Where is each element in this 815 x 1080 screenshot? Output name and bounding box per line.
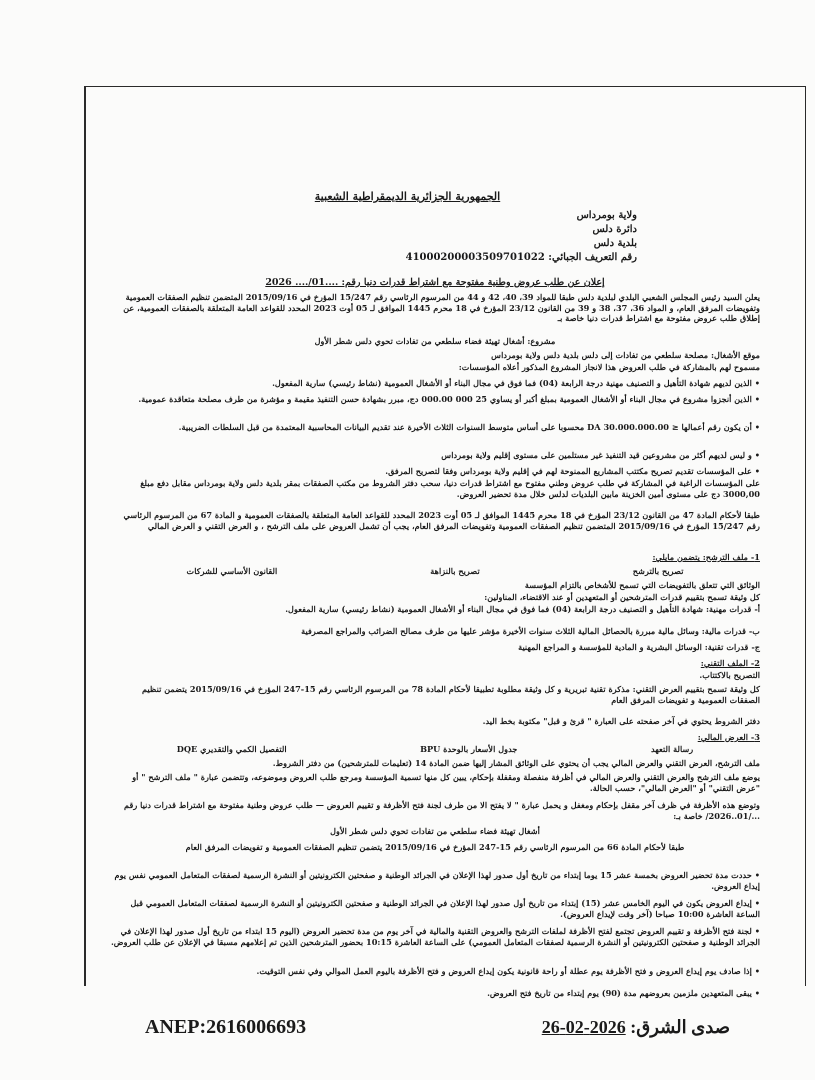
law-paragraph: طبقا لأحكام المادة 47 من القانون 23/12 المؤرخ في 18 محرم 1445 الموافق لـ 05 أوت 2023 المحدد للقواعد العامة المتعلقة بالصفقات العمومية و المادة 67 من المرسوم الرئاسي رقم 15/247 المؤرخ في 2015/09/16 المتضمن تنظيم الصفقات العمومية وتفويضات المرفق العام، يجب أن تشمل العروض على ملف الترشح ، و العرض التقني و العرض المالي <box>123 510 760 531</box>
candidacy-item: ب- قدرات مالية: وسائل مالية مبررة بالحصائل المالية الثلاث سنوات الأخيرة مؤشر عليها من طرف مصالح الضرائب والمراجع المصرفية <box>301 626 760 636</box>
candidacy-item: ج- قدرات تقنية: الوسائل البشرية و المادية للمؤسسة و المراجع المهنية <box>518 642 760 652</box>
intro-paragraph: يعلن السيد رئيس المجلس الشعبي البلدي لبلدية دلس طبقا للمواد 39، 40، 42 و 44 من المرسوم الرئاسي رقم 15/247 المؤرخ في 2015/09/16 المتضمن تنظيم الصفقات العمومية وتفويضات المرفق العام، و المواد 36، 37، 38 و 39 من القانون 23/12 المؤرخ في 18 محرم 1445 الموافق لـ 05 أوت 2023 المحدد للقواعد العامة المتعلقة بالصفقات العمومية، عن إطلاق طلب عروض مفتوحة مع اشتراط قدرات دنيا خاصة بـ <box>123 292 760 324</box>
tender-title: إعلان عن طلب عروض وطنية مفتوحة مع اشتراط قدرات دنيا رقم: ....01/.... 2026 <box>265 277 605 288</box>
deadline-item: • يبقى المتعهدين ملزمين بعروضهم مدة (90) يوم إبتداء من تاريخ فتح العروض. <box>110 988 760 999</box>
financial-doc: التفصيل الكمي والتقديري DQE <box>176 744 287 754</box>
commune-label: بلدية دلس <box>593 238 637 249</box>
financial-item: وتوضع هذه الأظرفة في ظرف آخر مقفل بإحكام ومغفل و يحمل عبارة " لا يفتح الا من طرف لجنة فتح الأظرفة و تقييم العروض — طلب عروض وطنية مفتوحة مع اشتراط قدرات دنيا رقم .../01..2026/ خاصة بـ: <box>124 800 760 821</box>
candidacy-item: أ- قدرات مهنية: شهادة التأهيل و التصنيف درجة الرابعة (04) فما فوق في مجال البناء أو الأشغال العمومية (نشاط رئيسي) سارية المفعول. <box>285 604 760 614</box>
wilaya-label: ولاية بومرداس <box>576 210 637 221</box>
publication-footer <box>145 1016 730 1039</box>
section-technical-heading: 2- الملف التقني: <box>700 658 760 668</box>
publication-date: 2026-02-26 <box>541 1017 626 1037</box>
financial-docs-row <box>110 744 760 755</box>
deadline-item: • إيداع العروض يكون في اليوم الخامس عشر (15) إبتداء من تاريخ أول صدور لهذا الإعلان في الجرائد الوطنية و صفحتين الكترونيتين أو النشرة الرسمية لصفقات المتعامل العمومي قبل الساعة العاشرة 10:00 صباحا (آخر وقت لإيداع العروض). <box>110 898 760 919</box>
financial-doc: رسالة التعهد <box>650 744 694 754</box>
candidacy-doc: تصريح بالنزاهة <box>430 566 480 576</box>
publication-info <box>542 1017 730 1038</box>
site-line: موقع الأشغال: مصلحة سلطعي من تفادات إلى دلس بلدية دلس ولاية بومرداس <box>491 350 760 360</box>
deadline-item: • لجنة فتح الأظرفة و تقييم العروض تجتمع لفتح الأظرفة لملفات الترشح والعروض التقنية والمالية في آخر يوم من مدة تحضير العروض (اليوم 15 ابتداء من تاريخ أول صدور لهذا الإعلان في الجرائد الوطنية و صفحتين الكترونيتين أو النشرة الرسمية لصفقات المتعامل العمومي) على الساعة العاشرة 10:15 بحضور المترشحين الذين تم إعلامهم مسبقا في الإعلان عن طلب العروض. <box>110 926 760 947</box>
publication-name: صدى الشرق: <box>630 1017 730 1037</box>
project-repeat: أشغال تهيئة فضاء سلطعي من تفادات تحوي دلس شطر الأول <box>330 826 540 836</box>
candidacy-item: كل وثيقة تسمح بتقييم قدرات المترشحين أو المتعهدين أو عند الاقتضاء، المناولين: <box>484 592 760 602</box>
fiscal-id: رقم التعريف الجبائي: 410002000035097010​22 <box>405 252 637 263</box>
withdraw-paragraph: على المؤسسات الراغبة في المشاركة في طلب عروض وطني مفتوح مع اشتراط قدرات دنيا، سحب دفتر الشروط من مكتب الصفقات بمقر بلدية دلس ولاية بومرداس مقابل دفع مبلغ 3000,00 دج على مستوى أمين الخزينة مابين البلديات لدلس خلال مدة تحضير العروض. <box>140 478 760 499</box>
financial-item: يوضع ملف الترشح والعرض التقني والعرض المالي في أظرفة منفصلة ومقفلة بإحكام، يبين كل منها تسمية المؤسسة ومرجع طلب العروض وموضوعه، وتتضمن عبارة " ملف الترشح " أو "عرض التقني" أو "العرض المالي"، حسب الحالة. <box>132 772 760 793</box>
condition-item: • أن يكون رقم أعمالها ≤ DA 30.000.000.00 محسوبا على أساس متوسط السنوات الثلاث الأخيرة عند تقديم البيانات المحاسبية المعتمدة من قبل السلطات الضريبية. <box>110 422 760 433</box>
condition-item: • الذين أنجزوا مشروع في مجال البناء أو الأشغال العمومية بمبلغ أكبر أو يساوي 25 000 000.00 دج، مبرر بشهادة حسن التنفيذ مقيمة و مؤشرة من طرف مصلحة متعاقدة عمومية. <box>110 394 760 405</box>
candidacy-doc: القانون الأساسي للشركات <box>186 566 278 576</box>
allowed-line: مسموح لهم بالمشاركة في طلب العروض هذا لانجاز المشروع المذكور أعلاه المؤسسات: <box>458 362 760 372</box>
section-financial-heading: 3- العرض المالي: <box>697 732 760 742</box>
technical-item: كل وثيقة تسمح بتقييم العرض التقني: مذكرة تقنية تبريرية و كل وثيقة مطلوبة تطبيقا لأحكام المادة 78 من المرسوم الرئاسي رقم 15-247 المؤرخ في 2015/09/16 يتضمن تنظيم الصفقات العمومية و تفويضات المرفق العام <box>141 684 760 705</box>
republic-heading: الجمهورية الجزائرية الديمقراطية الشعبية <box>314 190 501 203</box>
deadline-item: • حددت مدة تحضير العروض بخمسة عشر 15 يوما إبتداء من تاريخ أول صدور لهذا الإعلان في الجرائد الوطنية و صفحتين الكترونيتين أو النشرة الرسمية لصفقات المتعامل العمومي نفس يوم إيداع العروض. <box>110 870 760 891</box>
technical-item: التصريح بالاكتتاب. <box>699 670 760 680</box>
section-candidacy-heading: 1- ملف الترشح: يتضمن مايلي: <box>652 552 760 562</box>
financial-doc: جدول الأسعار بالوحدة BPU <box>420 744 518 754</box>
condition-item: • على المؤسسات تقديم تصريح مكتتب المشاريع الممنوحة لهم في إقليم ولاية بومرداس وفقا لتصريح المرفق. <box>110 466 760 477</box>
condition-item: • الذين لديهم شهادة التأهيل و التصنيف مهنية درجة الرابعة (04) فما فوق في مجال البناء أو الأشغال العمومية (نشاط رئيسي) سارية المفعول. <box>110 378 760 389</box>
anep-reference: ANEP:2616006693 <box>145 1016 307 1038</box>
condition-item: • و ليس لديهم أكثر من مشروعين قيد التنفيذ غير مستلمين على مستوى إقليم ولاية بومرداس <box>110 450 760 461</box>
technical-item: دفتر الشروط يحتوي في آخر صفحته على العبارة " قرئ و قبل" مكتوبة بخط اليد. <box>482 716 760 726</box>
deadline-item: • إذا صادف يوم إيداع العروض و فتح الأظرفة يوم عطلة أو راحة قانونية يكون إيداع العروض و فتح الأظرفة باليوم العمل الموالي وفي نفس التوقيت. <box>110 966 760 977</box>
law-repeat: طبقا لأحكام المادة 66 من المرسوم الرئاسي رقم 15-247 المؤرخ في 2015/09/16 يتضمن تنظيم الصفقات العمومية و تفويضات المرفق العام <box>185 842 685 852</box>
daira-label: دائرة دلس <box>592 224 637 235</box>
candidacy-doc: تصريح بالترشح <box>632 566 684 576</box>
project-line: مشروع: أشغال تهيئة فضاء سلطعي من تفادات تحوي دلس شطر الأول <box>314 336 556 346</box>
financial-item: ملف الترشح، العرض التقني والعرض المالي يجب أن يحتوي على الوثائق المشار إليها ضمن المادة 14 (تعليمات للمترشحين) من دفتر الشروط. <box>272 758 760 768</box>
candidacy-item: الوثائق التي تتعلق بالتفويضات التي تسمح للأشخاص بالتزام المؤسسة <box>524 580 760 590</box>
candidacy-docs-row <box>110 566 760 577</box>
